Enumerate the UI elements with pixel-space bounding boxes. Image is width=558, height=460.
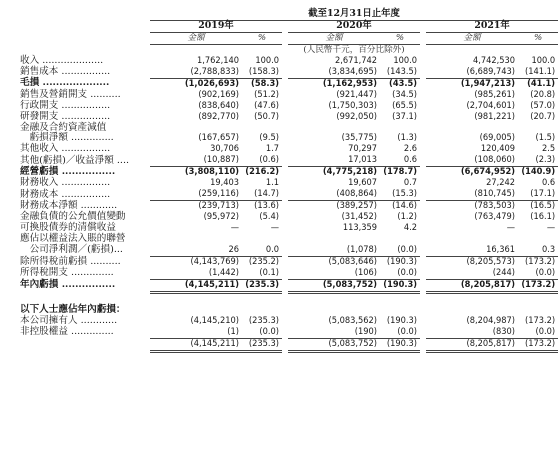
row-label: 財務收入 ................ (20, 177, 111, 189)
percent-cell: 100.0 (531, 54, 556, 66)
amount-cell: (5,083,562) (328, 314, 377, 326)
percent-cell: (37.1) (392, 110, 417, 122)
amount-cell: (4,143,769) (150, 256, 242, 267)
amount-cell: (95,972) (203, 211, 239, 223)
amount-cell: (31,452) (341, 211, 377, 223)
period-header: 截至12月31日止年度 (150, 9, 558, 20)
percent-cell: (190.3) (380, 338, 420, 351)
amount-cell: 113,359 (342, 222, 377, 234)
amount-cell: (5,083,646) (288, 256, 380, 267)
percent-cell: (173.2) (518, 256, 558, 267)
amount-cell: (1,750,303) (328, 99, 377, 111)
row-label: 銷售成本 ................ (20, 66, 111, 78)
amount-cell: 16,361 (486, 244, 515, 256)
percent-cell: (9.5) (259, 132, 279, 144)
amount-cell: (35,775) (341, 132, 377, 144)
percent-cell: (41.1) (518, 78, 558, 89)
percent-cell: (43.5) (380, 78, 420, 89)
amount-cell: (69,005) (479, 132, 515, 144)
percent-cell: (1.5) (535, 132, 556, 144)
row-label: 公司淨利潤／(虧損)... (20, 244, 123, 256)
row-label: 行政開支 ................ (20, 99, 111, 111)
table-row (20, 338, 558, 351)
row-label: 以下人士應佔年內虧損： (20, 303, 126, 315)
amount-cell: (1,947,213) (426, 78, 518, 89)
percent-cell: 2.6 (403, 143, 417, 155)
percent-cell: (20.8) (530, 88, 556, 100)
amount-cell: (763,479) (474, 211, 515, 223)
percent-cell: 4.2 (403, 222, 417, 234)
table-row (20, 90, 558, 101)
col-pct-2020: % (380, 32, 420, 44)
row-label: 年內虧損 ................ (20, 279, 116, 291)
percent-cell: (141.1) (524, 65, 556, 77)
percent-cell: (17.1) (530, 188, 556, 200)
amount-cell: (239,713) (150, 201, 242, 212)
amount-cell: (810,745) (474, 188, 515, 200)
amount-cell (150, 292, 242, 304)
amount-cell: (1) (227, 325, 239, 337)
percent-cell: (2.3) (535, 154, 556, 166)
percent-cell: (235.3) (242, 279, 282, 292)
row-label: 收入 .................... (20, 54, 104, 66)
percent-cell: (235.3) (242, 338, 282, 351)
percent-cell (380, 292, 420, 304)
amount-cell: 30,706 (210, 143, 239, 155)
amount-cell: 26 (228, 244, 239, 256)
percent-cell: (1.3) (397, 132, 417, 144)
percent-cell: (173.2) (518, 338, 558, 351)
amount-cell: 120,409 (480, 143, 515, 155)
amount-cell: (2,704,601) (466, 99, 515, 111)
period-header-row (20, 9, 558, 20)
amount-cell: (6,674,952) (426, 167, 518, 178)
percent-cell (518, 292, 558, 304)
amount-cell: — (230, 222, 239, 234)
amount-cell (288, 292, 380, 304)
table-row (20, 78, 558, 89)
row-label: 銷售及營銷開支 .......... (20, 88, 121, 100)
percent-cell: (0.0) (535, 266, 556, 278)
amount-cell: (4,145,211) (150, 338, 242, 351)
percent-cell: 100.0 (255, 54, 279, 66)
percent-cell (242, 292, 282, 304)
amount-cell: 2,671,742 (334, 54, 377, 66)
amount-cell: 4,742,530 (472, 54, 515, 66)
row-label: 金融及合約資產減值 (20, 121, 107, 133)
percent-cell: (65.5) (392, 99, 417, 111)
col-pct-2021: % (518, 32, 558, 44)
percent-cell: (16.5) (518, 201, 558, 212)
row-label: 財務成本 ................ (20, 188, 111, 200)
percent-cell: (178.7) (380, 167, 420, 178)
row-label: 本公司擁有人 ............ (20, 314, 118, 326)
percent-cell: 0.6 (541, 177, 556, 189)
percent-cell: (57.0) (530, 99, 556, 111)
amount-cell: (190) (354, 325, 377, 337)
row-label: 可換股債券的清償收益 (20, 222, 116, 234)
amount-cell: (992,050) (336, 110, 377, 122)
amount-cell: (389,257) (288, 201, 380, 212)
percent-cell: (13.6) (242, 201, 282, 212)
row-label: 所得稅開支 .............. (20, 267, 114, 279)
unit-note: (人民幣千元，百分比除外) (303, 44, 405, 55)
table-row (20, 245, 558, 256)
percent-cell: 1.1 (265, 177, 279, 189)
percent-cell: (216.2) (242, 167, 282, 178)
percent-cell: (58.3) (242, 78, 282, 89)
row-label: 非控股權益 .............. (20, 325, 114, 337)
row-label: 其他(虧損)／收益淨額 .... (20, 154, 130, 166)
amount-cell: (167,657) (198, 132, 239, 144)
amount-cell: (4,145,210) (190, 314, 239, 326)
amount-cell: (106) (354, 266, 377, 278)
percent-cell: (143.5) (386, 65, 417, 77)
amount-cell: (985,261) (474, 88, 515, 100)
amount-cell: (830) (492, 325, 515, 337)
table-row (20, 112, 558, 123)
percent-cell: (190.3) (386, 314, 417, 326)
col-amount-2020: 金額 (288, 32, 380, 44)
amount-cell: (981,221) (474, 110, 515, 122)
percent-cell: (140.9) (518, 167, 558, 178)
amount-cell: (2,788,833) (190, 65, 239, 77)
amount-cell: (6,689,743) (466, 65, 515, 77)
percent-cell: (15.3) (392, 188, 417, 200)
percent-cell: 2.5 (541, 143, 556, 155)
amount-cell: (108,060) (474, 154, 515, 166)
row-label: 除所得稅前虧損 .......... (20, 255, 121, 267)
amount-cell: (10,887) (203, 154, 239, 166)
amount-cell: (4,145,211) (150, 279, 242, 292)
percent-cell: (5.4) (259, 211, 279, 223)
percent-cell: — (546, 222, 556, 234)
col-pct-2019: % (242, 32, 282, 44)
percent-cell: (190.3) (380, 279, 420, 292)
amount-cell: (3,808,110) (150, 167, 242, 178)
amount-cell: (783,503) (426, 201, 518, 212)
percent-cell: (50.7) (254, 110, 279, 122)
row-label: 金融負債的公允價值變動 (20, 211, 126, 223)
amount-cell: (1,078) (346, 244, 377, 256)
percent-cell: 0.6 (403, 154, 417, 166)
amount-cell: (244) (492, 266, 515, 278)
percent-cell: 0.3 (541, 244, 556, 256)
amount-cell: (3,834,695) (328, 65, 377, 77)
col-amount-2019: 金額 (150, 32, 242, 44)
year-2021: 2021年 (426, 20, 558, 32)
amount-cell: (838,640) (198, 99, 239, 111)
amount-cell: (8,205,573) (426, 256, 518, 267)
table-row (20, 268, 558, 279)
percent-cell: (14.6) (380, 201, 420, 212)
table-row (20, 279, 558, 292)
amount-cell: (4,775,218) (288, 167, 380, 178)
percent-cell: 1.7 (265, 143, 279, 155)
percent-cell: (0.0) (397, 244, 417, 256)
percent-cell: (51.2) (254, 88, 279, 100)
percent-cell: (34.5) (392, 88, 417, 100)
percent-cell: 0.0 (265, 244, 279, 256)
percent-cell: — (270, 222, 279, 234)
percent-cell: (14.7) (254, 188, 279, 200)
amount-cell: 27,242 (486, 177, 515, 189)
amount-cell: — (506, 222, 515, 234)
amount-cell: (8,204,987) (466, 314, 515, 326)
amount-cell: (1,162,953) (288, 78, 380, 89)
amount-cell: (5,083,752) (288, 279, 380, 292)
row-label: 毛損 .................... (20, 77, 110, 89)
row-label: 其他收入 ................ (20, 143, 111, 155)
year-header-row (20, 20, 558, 32)
year-2020: 2020年 (288, 20, 420, 32)
column-subheader-row (20, 32, 558, 44)
percent-cell: (173.2) (524, 314, 556, 326)
amount-cell: 19,403 (210, 177, 239, 189)
percent-cell: (0.0) (535, 325, 556, 337)
table-row (20, 189, 558, 200)
statement-body (20, 56, 558, 351)
amount-cell: 70,297 (348, 143, 377, 155)
percent-cell: (235.2) (242, 256, 282, 267)
table-row (20, 327, 558, 338)
amount-cell: (8,205,817) (426, 338, 518, 351)
percent-cell: (158.3) (248, 65, 279, 77)
percent-cell: (47.6) (254, 99, 279, 111)
amount-cell: 19,607 (348, 177, 377, 189)
amount-cell: 1,762,140 (196, 54, 239, 66)
percent-cell: (20.7) (530, 110, 556, 122)
row-label: 財務成本淨額 ............ (20, 199, 118, 211)
percent-cell: (1.2) (397, 211, 417, 223)
row-label (20, 292, 150, 304)
row-label: 研發開支 ................ (20, 110, 111, 122)
table-row (20, 292, 558, 304)
row-label: 經營虧損 ................ (20, 166, 116, 178)
row-label: 應佔以權益法入賬的聯營 (20, 233, 126, 245)
percent-cell: (0.0) (397, 325, 417, 337)
amount-cell: (921,447) (336, 88, 377, 100)
amount-cell: (5,083,752) (288, 338, 380, 351)
percent-cell: (190.3) (380, 256, 420, 267)
percent-cell: (0.0) (397, 266, 417, 278)
amount-cell: (1,442) (208, 266, 239, 278)
amount-cell: 17,013 (348, 154, 377, 166)
percent-cell: 0.7 (403, 177, 417, 189)
amount-cell: (902,169) (198, 88, 239, 100)
year-2019: 2019年 (150, 20, 282, 32)
income-statement-table (20, 9, 558, 353)
amount-cell: (1,026,693) (150, 78, 242, 89)
col-amount-2021: 金額 (426, 32, 518, 44)
amount-cell: (8,205,817) (426, 279, 518, 292)
amount-cell: (892,770) (198, 110, 239, 122)
percent-cell: (173.2) (518, 279, 558, 292)
percent-cell: 100.0 (393, 54, 417, 66)
percent-cell: (0.1) (259, 266, 279, 278)
amount-cell: (259,116) (198, 188, 239, 200)
row-label: 虧損淨額 .............. (20, 132, 114, 144)
percent-cell: (0.6) (259, 154, 279, 166)
table-row (20, 101, 558, 112)
percent-cell: (0.0) (259, 325, 279, 337)
percent-cell: (235.3) (248, 314, 279, 326)
row-label (20, 338, 150, 351)
amount-cell (426, 292, 518, 304)
amount-cell: (408,864) (336, 188, 377, 200)
percent-cell: (16.1) (530, 211, 556, 223)
